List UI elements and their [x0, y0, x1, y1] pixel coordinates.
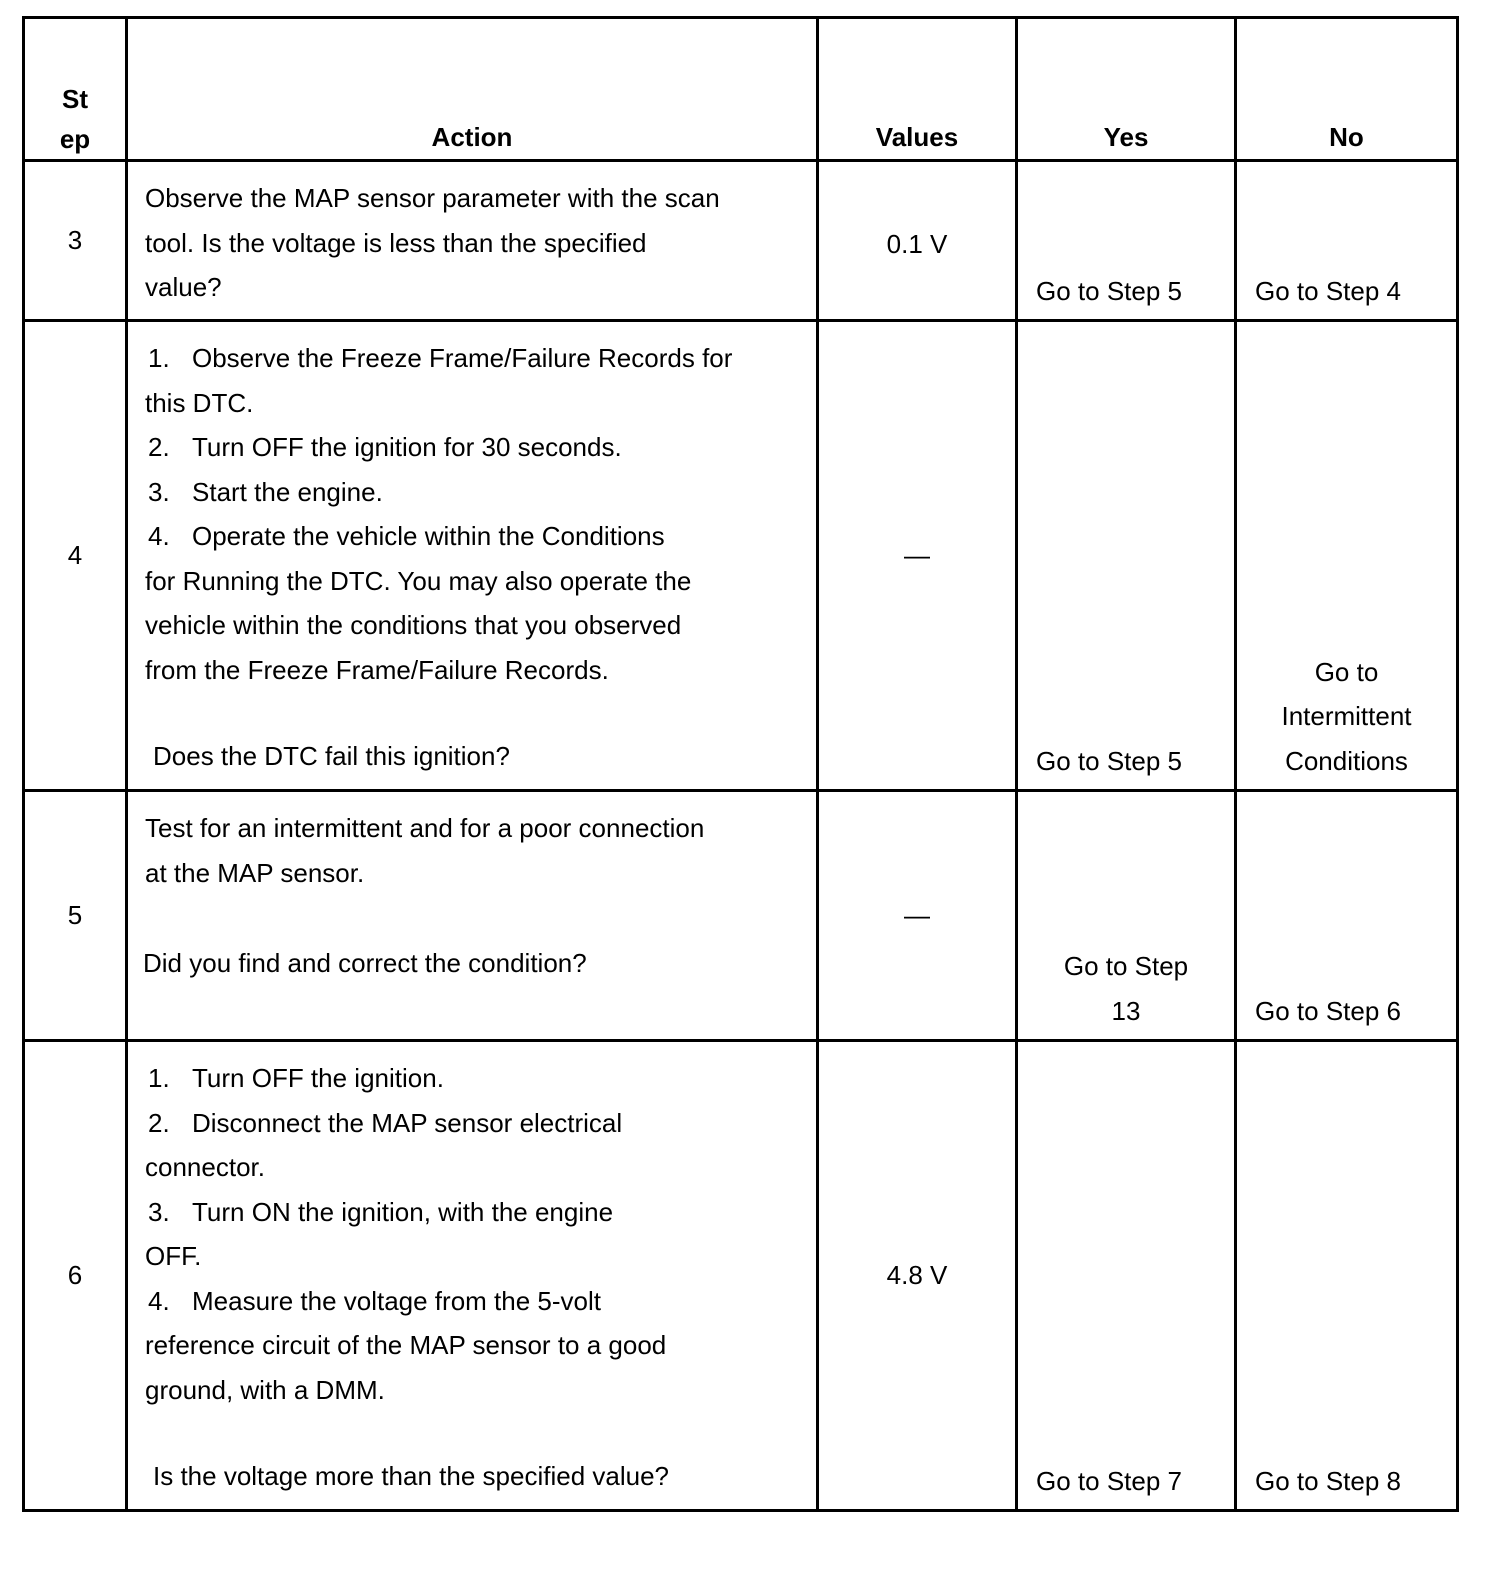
- step-number: 4: [24, 321, 127, 791]
- yes-cell: Go to Step 5: [1017, 321, 1236, 791]
- no-cell: Go to Step 6: [1236, 791, 1458, 1041]
- yes-cell: Go to Step 7: [1017, 1041, 1236, 1511]
- header-values: Values: [818, 18, 1017, 161]
- header-step: St ep: [24, 18, 127, 161]
- action-cell: 1. Turn OFF the ignition. 2. Disconnect the MAP sensor electrical connector. 3. Turn ON the ignition, with the engine OFF. 4. Measure the voltage from the 5-volt reference circuit of the MAP sensor to a good ground, with a DMM. Is the voltage more than the specified value?: [127, 1041, 818, 1511]
- yes-cell: Go to Step 13: [1017, 791, 1236, 1041]
- table-row: [24, 791, 1458, 1041]
- header-row: [24, 18, 1458, 161]
- table-row: [24, 161, 1458, 321]
- no-cell: Go to Intermittent Conditions: [1236, 321, 1458, 791]
- no-cell: Go to Step 8: [1236, 1041, 1458, 1511]
- step-number: 6: [24, 1041, 127, 1511]
- header-no: No: [1236, 18, 1458, 161]
- action-cell: Observe the MAP sensor parameter with the scan tool. Is the voltage is less than the specified value?: [127, 161, 818, 321]
- action-cell: Test for an intermittent and for a poor connection at the MAP sensor. Did you find and correct the condition?: [127, 791, 818, 1041]
- value-cell: 0.1 V: [818, 161, 1017, 321]
- header-yes: Yes: [1017, 18, 1236, 161]
- value-cell: —: [818, 321, 1017, 791]
- action-cell: 1. Observe the Freeze Frame/Failure Records for this DTC. 2. Turn OFF the ignition for 30 seconds. 3. Start the engine. 4. Operate the vehicle within the Conditions for Running the DTC. You may also operate the vehicle within the conditions that you observed from the Freeze Frame/Failure Records. Does the DTC fail this ignition?: [127, 321, 818, 791]
- step-number: 3: [24, 161, 127, 321]
- no-cell: Go to Step 4: [1236, 161, 1458, 321]
- diagnostic-table: [22, 16, 1459, 1512]
- header-action: Action: [127, 18, 818, 161]
- value-cell: 4.8 V: [818, 1041, 1017, 1511]
- step-number: 5: [24, 791, 127, 1041]
- value-cell: —: [818, 791, 1017, 1041]
- table-row: [24, 321, 1458, 791]
- table-row: [24, 1041, 1458, 1511]
- yes-cell: Go to Step 5: [1017, 161, 1236, 321]
